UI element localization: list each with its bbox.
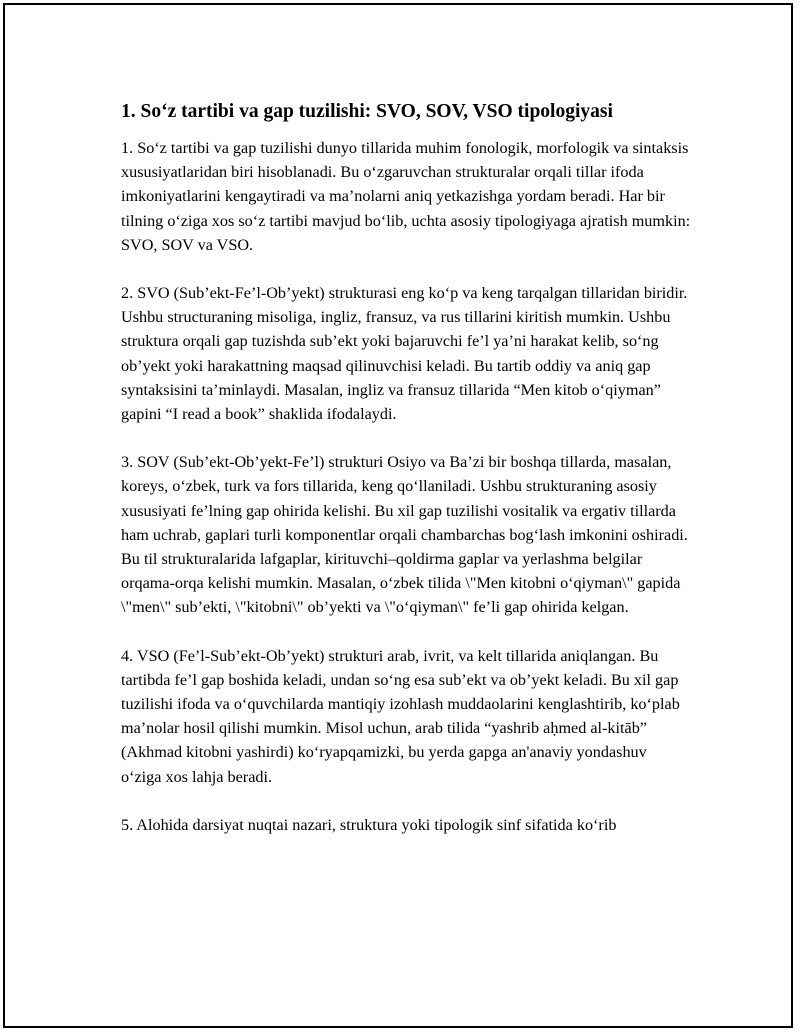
paragraph-4: 4. VSO (Fe’l-Sub’ekt-Ob’yekt) strukturi arab, ivrit, va kelt tillarida aniqlangan. Bu tartibda fe’l gap boshida keladi, undan so‘ng esa sub’ekt va ob’yekt keladi. Bu xil gap tuzilishi ifoda va o‘quvchilarda mantiqiy izohlash muddaolarini kenglashtirib, ko‘plab ma’nolar hosil qilishi mumkin. Misol uchun, arab tilida “yashrib aḥmed al-kitāb” (Akhmad kitobni yashirdi) ko‘ryapqamizki, bu yerda gapga an'anaviy yondashuv o‘ziga xos lahja beradi. bbox=[121, 646, 680, 786]
paragraph-2: 2. SVO (Sub’ekt-Fe’l-Ob’yekt) strukturasi eng ko‘p va keng tarqalgan tillaridan biridir. Ushbu structuraning misoliga, ingliz, fransuz, va rus tillarini kiritish mumkin. Ushbu struktura orqali gap tuzishda sub’ekt yoki bajaruvchi fe’l ya’ni harakat kelib, so‘ng ob’yekt yoki harakattning maqsad qilinuvchisi keladi. Bu tartib oddiy va aniq gap syntaksisini ta’minlaydi. Masalan, ingliz va fransuz tillarida “Men kitob o‘qiyman” gapini “I read a book” shaklida ifodalaydi. bbox=[121, 284, 688, 424]
paragraph-1: 1. So‘z tartibi va gap tuzilishi dunyo tillarida muhim fonologik, morfologik va sintaksis xususiyatlaridan biri hisoblanadi. Bu o‘zgaruvchan strukturalar orqali tillar ifoda imkoniyatlarini kengaytiradi va ma’nolarni aniq yetkazishga yordam beradi. Har bir tilning o‘ziga xos so‘z tartibi mavjud bo‘lib, uchta asosiy tipologiyaga ajratish mumkin: SVO, SOV va VSO. bbox=[121, 139, 691, 254]
document-title: 1. So‘z tartibi va gap tuzilishi: SVO, SOV, VSO tipologiyasi bbox=[121, 101, 613, 122]
document-body bbox=[121, 99, 691, 837]
paragraph-5: 5. Alohida darsiyat nuqtai nazari, struktura yoki tipologik sinf sifatida ko‘rib bbox=[121, 815, 617, 834]
paragraph-3: 3. SOV (Sub’ekt-Ob’yekt-Fe’l) strukturi Osiyo va Ba’zi bir boshqa tillarda, masalan, koreys, o‘zbek, turk va fors tillarida, keng qo‘llaniladi. Ushbu strukturaning asosiy xususiyati fe’lning gap ohirida kelishi. Bu xil gap tuzilishi vositalik va ergativ tillarda ham uchrab, gaplari turli komponentlar orqali chambarchas bog‘lash imkonini oshiradi. Bu til strukturalarida lafgaplar, kirituvchi–qoldirma gaplar va yerlashma belgilar orqama-orqa kelishi mumkin. Masalan, o‘zbek tilida \"Men kitobni o‘qiyman\" gapida \"men\" sub’ekti, \"kitobni\" ob’yekti va \"o‘qiyman\" fe’li gap ohirida kelgan. bbox=[121, 453, 688, 617]
page-frame bbox=[3, 3, 793, 1028]
